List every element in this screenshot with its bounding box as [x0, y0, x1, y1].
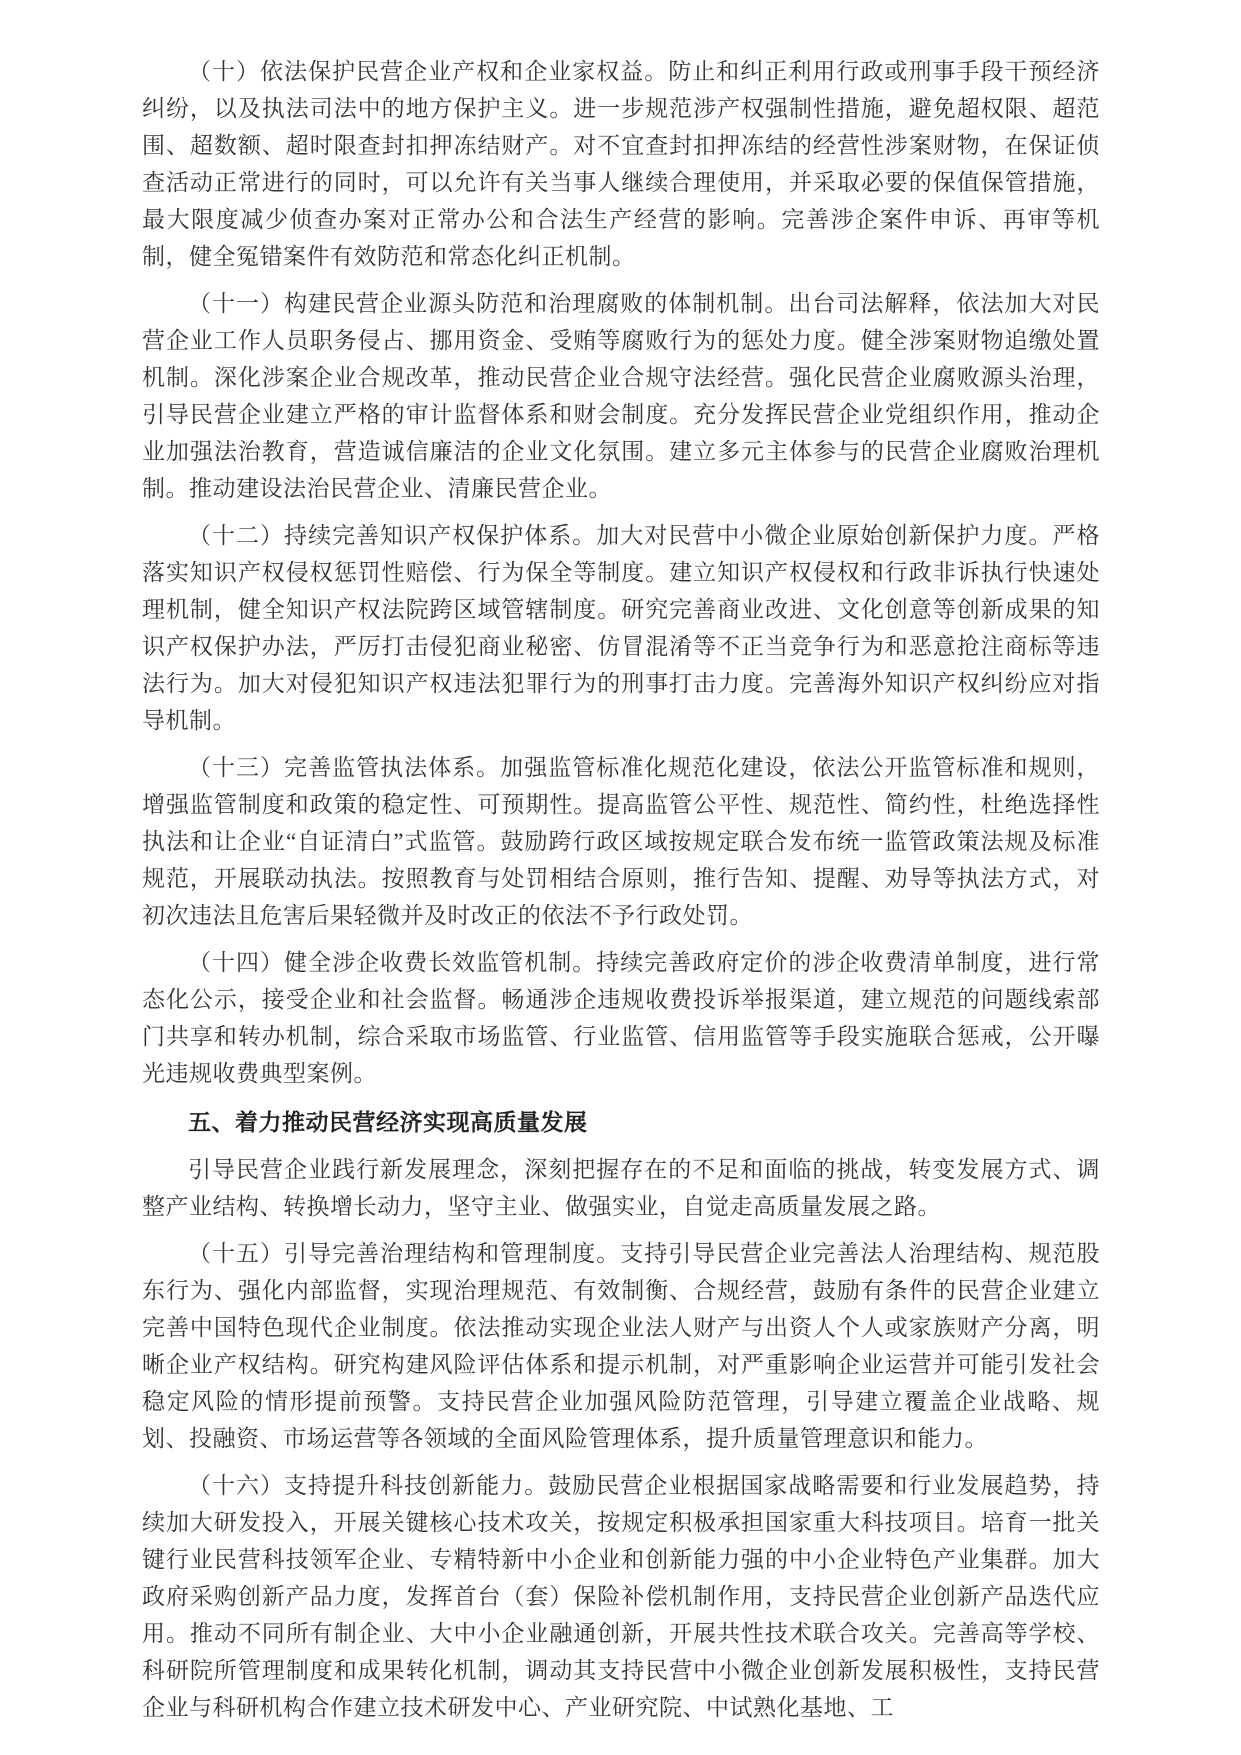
paragraph-item-11: （十一）构建民营企业源头防范和治理腐败的体制机制。出台司法解释，依法加大对民营企业工作人员职务侵占、挪用资金、受贿等腐败行为的惩处力度。健全涉案财物追缴处置机制。深化涉案企业合规改革，推动民营企业合规守法经营。强化民营企业腐败源头治理，引导民营企业建立严格的审计监督体系和财会制度。充分发挥民营企业党组织作用，推动企业加强法治教育，营造诚信廉洁的企业文化氛围。建立多元主体参与的民营企业腐败治理机制。推动建设法治民营企业、清廉民营企业。: [142, 291, 1100, 501]
section-heading-5: 五、着力推动民营经济实现高质量发展: [188, 1109, 588, 1135]
paragraph-item-13: （十三）完善监管执法体系。加强监管标准化规范化建设，依法公开监管标准和规则，增强监管制度和政策的稳定性、可预期性。提高监管公平性、规范性、简约性，杜绝选择性执法和让企业“自证清白”式监管。鼓励跨行政区域按规定联合发布统一监管政策法规及标准规范，开展联动执法。按照教育与处罚相结合原则，推行告知、提醒、劝导等执法方式，对初次违法且危害后果轻微并及时改正的依法不予行政处罚。: [142, 755, 1100, 928]
paragraph-item-16: （十六）支持提升科技创新能力。鼓励民营企业根据国家战略需要和行业发展趋势，持续加大研发投入，开展关键核心技术攻关，按规定积极承担国家重大科技项目。培育一批关键行业民营科技领军企业、专精特新中小企业和创新能力强的中小企业特色产业集群。加大政府采购创新产品力度，发挥首台（套）保险补偿机制作用，支持民营企业创新产品迭代应用。推动不同所有制企业、大中小企业融通创新，开展共性技术联合攻关。完善高等学校、科研院所管理制度和成果转化机制，调动其支持民营中小微企业创新发展积极性，支持民营企业与科研机构合作建立技术研发中心、产业研究院、中试熟化基地、工: [142, 1473, 1100, 1720]
paragraph-item-12: （十二）持续完善知识产权保护体系。加大对民营中小微企业原始创新保护力度。严格落实知识产权侵权惩罚性赔偿、行为保全等制度。建立知识产权侵权和行政非诉执行快速处理机制，健全知识产权法院跨区域管辖制度。研究完善商业改进、文化创意等创新成果的知识产权保护办法，严厉打击侵犯商业秘密、仿冒混淆等不正当竞争行为和恶意抢注商标等违法行为。加大对侵犯知识产权违法犯罪行为的刑事打击力度。完善海外知识产权纠纷应对指导机制。: [142, 523, 1100, 733]
paragraph-item-10: （十）依法保护民营企业产权和企业家权益。防止和纠正利用行政或刑事手段干预经济纠纷，以及执法司法中的地方保护主义。进一步规范涉产权强制性措施，避免超权限、超范围、超数额、超时限查封扣押冻结财产。对不宜查封扣押冻结的经营性涉案财物，在保证侦查活动正常进行的同时，可以允许有关当事人继续合理使用，并采取必要的保值保管措施，最大限度减少侦查办案对正常办公和合法生产经营的影响。完善涉企案件申诉、再审等机制，健全冤错案件有效防范和常态化纠正机制。: [142, 59, 1100, 269]
paragraph-section-5-intro: 引导民营企业践行新发展理念，深刻把握存在的不足和面临的挑战，转变发展方式、调整产业结构、转换增长动力，坚守主业、做强实业，自觉走高质量发展之路。: [142, 1157, 1100, 1219]
paragraph-item-15: （十五）引导完善治理结构和管理制度。支持引导民营企业完善法人治理结构、规范股东行为、强化内部监督，实现治理规范、有效制衡、合规经营，鼓励有条件的民营企业建立完善中国特色现代企业制度。依法推动实现企业法人财产与出资人个人或家族财产分离，明晰企业产权结构。研究构建风险评估体系和提示机制，对严重影响企业运营并可能引发社会稳定风险的情形提前预警。支持民营企业加强风险防范管理，引导建立覆盖企业战略、规划、投融资、市场运营等各领域的全面风险管理体系，提升质量管理意识和能力。: [142, 1241, 1100, 1451]
paragraph-item-14: （十四）健全涉企收费长效监管机制。持续完善政府定价的涉企收费清单制度，进行常态化公示，接受企业和社会监督。畅通涉企违规收费投诉举报渠道，建立规范的问题线索部门共享和转办机制，综合采取市场监管、行业监管、信用监管等手段实施联合惩戒，公开曝光违规收费典型案例。: [142, 950, 1100, 1086]
